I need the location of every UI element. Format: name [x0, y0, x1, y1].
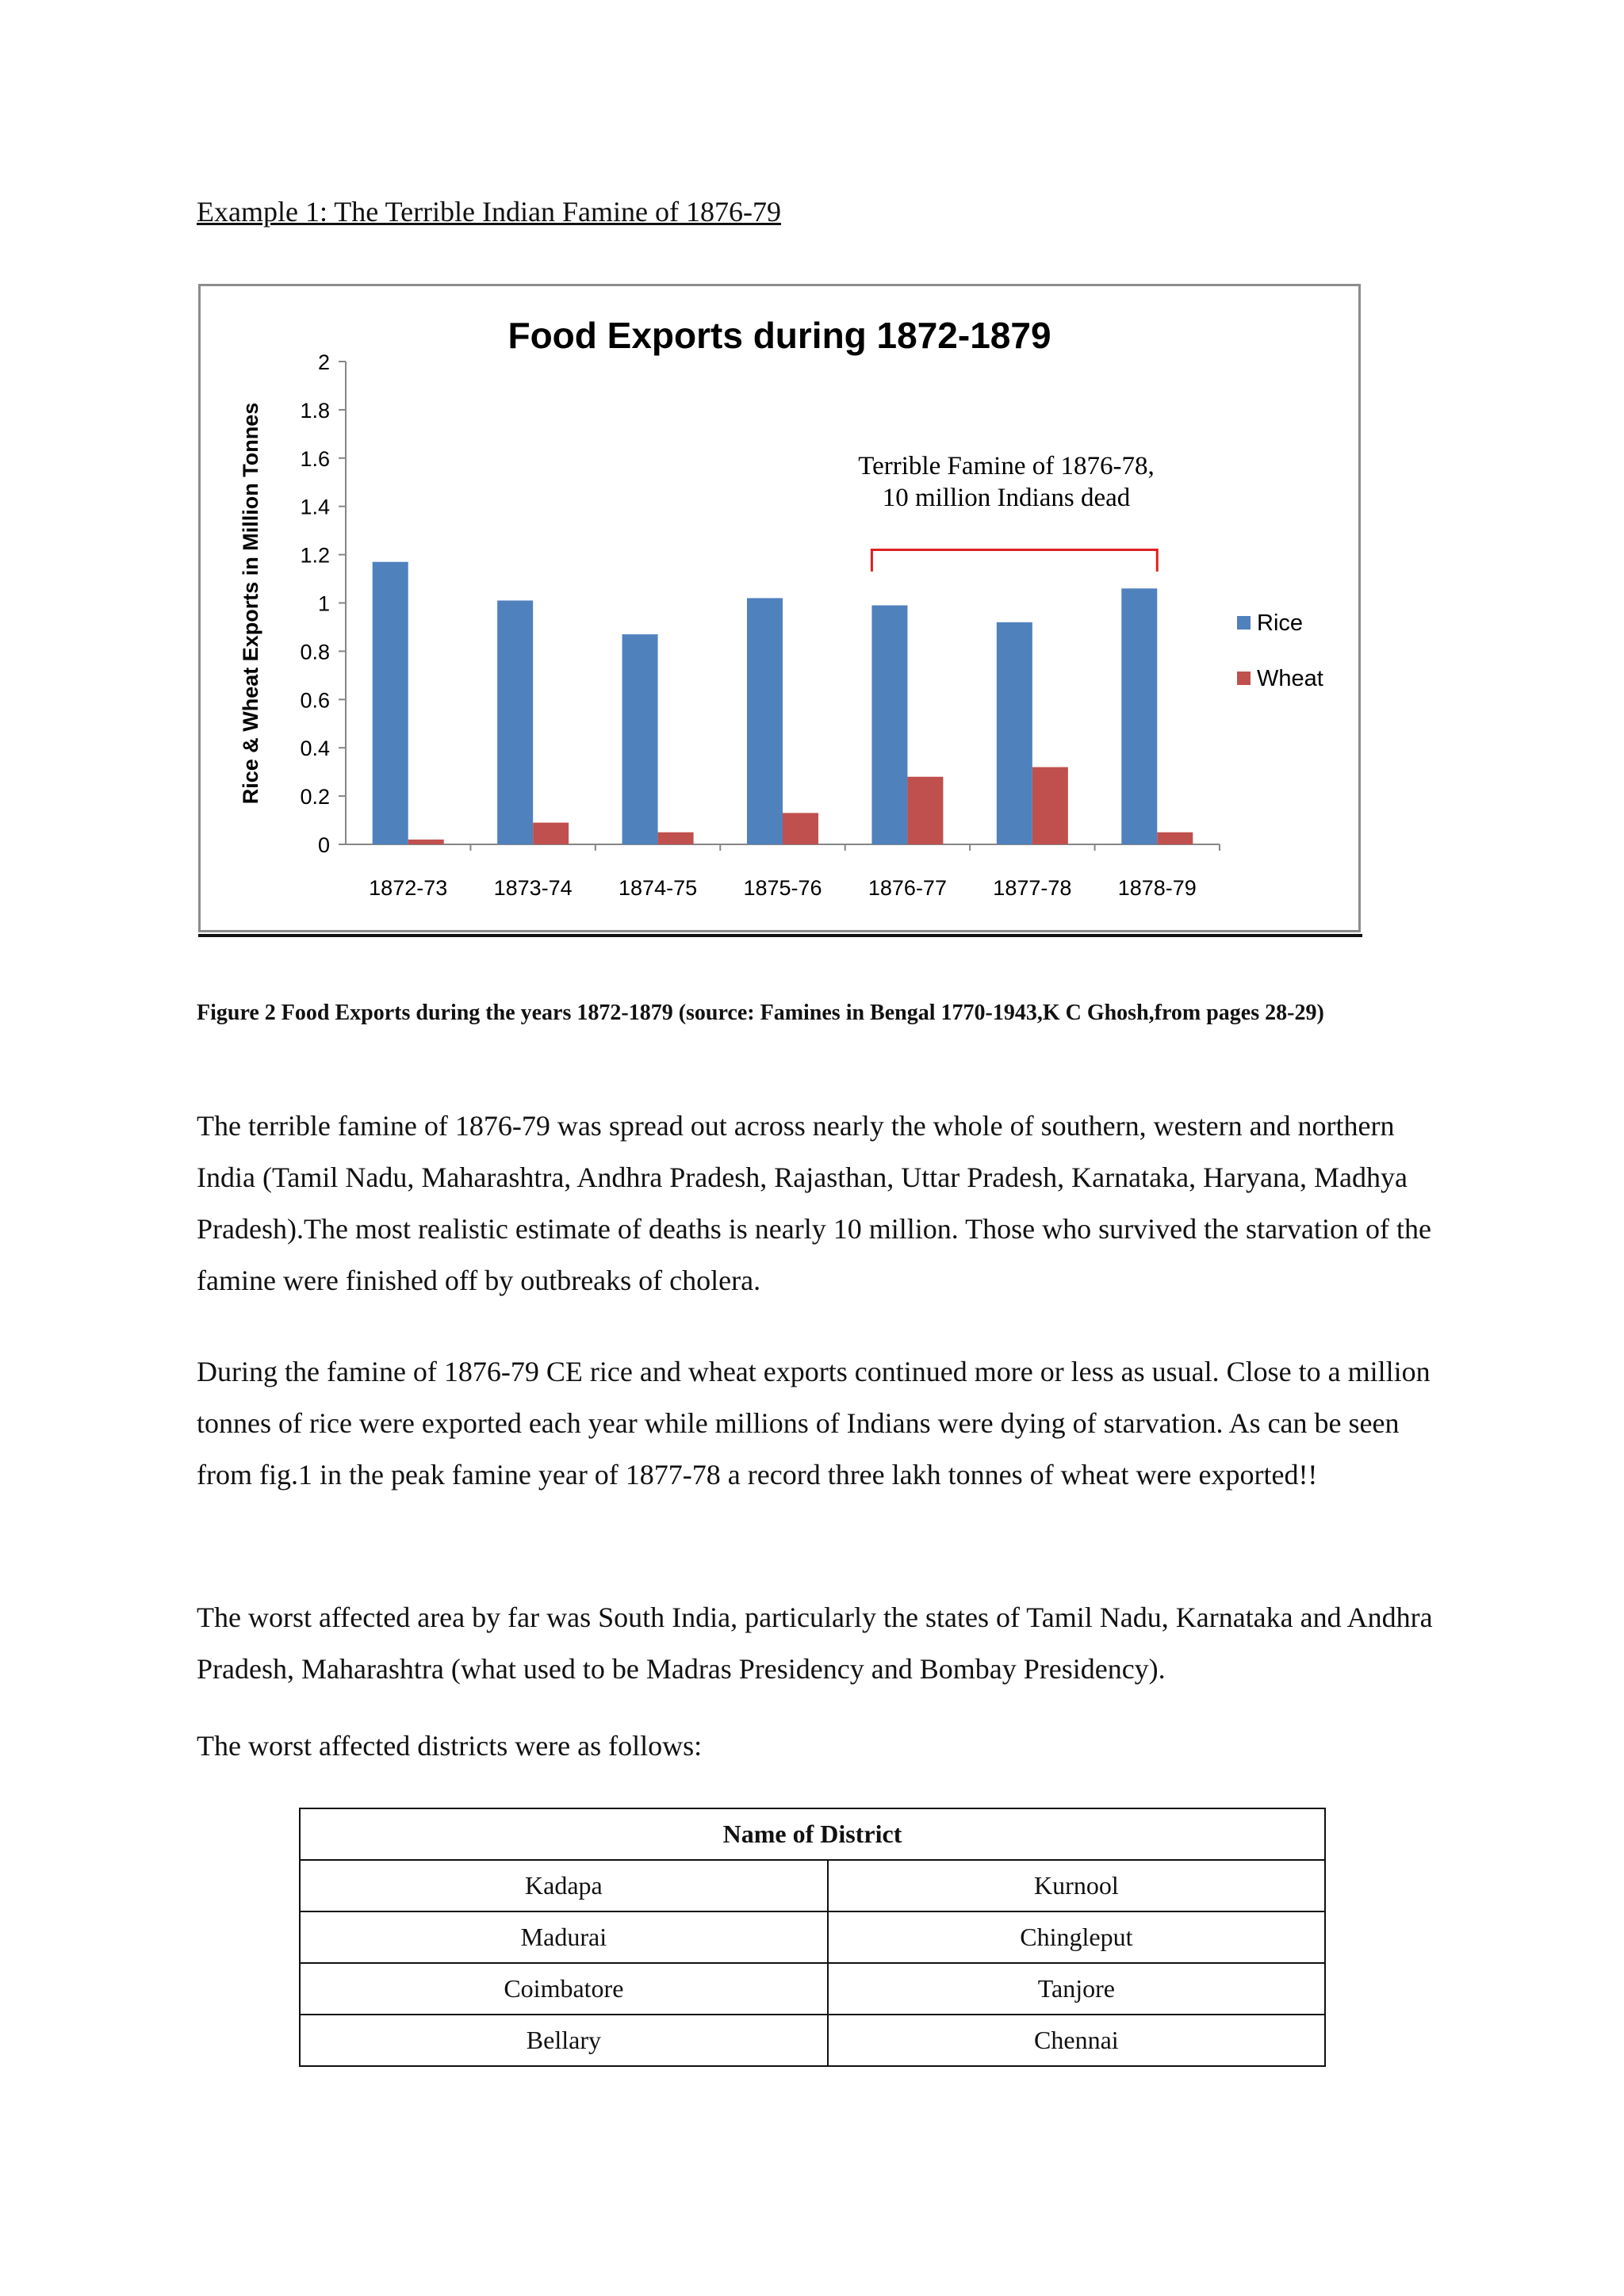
x-tick-label: 1874-75 — [619, 876, 698, 900]
table-row — [300, 1911, 1325, 1963]
table-cell: Kadapa — [300, 1860, 828, 1911]
table-header-row — [300, 1808, 1325, 1860]
table-row — [300, 1860, 1325, 1911]
y-tick-label: 1.6 — [300, 446, 330, 471]
bar-wheat — [1032, 767, 1068, 844]
x-tick-label: 1876-77 — [868, 876, 947, 900]
y-tick-label: 1.4 — [300, 495, 330, 519]
chart-frame — [198, 284, 1361, 932]
y-tick-label: 2 — [317, 350, 330, 374]
x-tick-label: 1872-73 — [369, 876, 448, 900]
bar-rice — [747, 598, 783, 844]
paragraph-famine-spread: The terrible famine of 1876-79 was spread out across nearly the whole of southern, western and northern India (Tamil Nadu, Maharashtra, Andhra Pradesh, Rajasthan, Uttar Pradesh, Karnataka, Haryana, Madhya Pradesh).The most realistic estimate of deaths is nearly 10 million. Those who survived the starvation of the famine were finished off by outbreaks of cholera. — [197, 1110, 1431, 1296]
y-tick-label: 0.2 — [300, 785, 330, 809]
y-tick-label: 1.2 — [300, 543, 330, 568]
bar-rice — [1121, 588, 1157, 844]
paragraph-south-india: The worst affected area by far was South India, particularly the states of Tamil Nadu, Karnataka and Andhra Pradesh, Maharashtra (what used to be Madras Presidency and Bombay Presidency). — [197, 1601, 1433, 1685]
annotation-line-1: Terrible Famine of 1876-78, — [858, 452, 1155, 480]
districts-table — [299, 1808, 1326, 2067]
chart-underline — [198, 934, 1362, 937]
y-tick-label: 0.4 — [300, 737, 330, 761]
table-header: Name of District — [300, 1808, 1325, 1860]
table-cell: Chingleput — [828, 1911, 1325, 1963]
bar-rice — [997, 622, 1032, 844]
y-axis-label: Rice & Wheat Exports in Million Tonnes — [239, 402, 262, 805]
famine-bracket — [871, 550, 1157, 572]
section-heading: Example 1: The Terrible Indian Famine of 1876-79 — [197, 196, 781, 228]
x-tick-label: 1877-78 — [993, 876, 1072, 900]
y-tick-label: 1 — [317, 591, 330, 616]
bar-rice — [871, 606, 907, 844]
y-tick-label: 0.6 — [300, 688, 330, 713]
bar-wheat — [907, 777, 943, 844]
food-exports-chart — [201, 286, 1358, 930]
x-tick-label: 1873-74 — [493, 876, 573, 900]
legend-swatch-rice — [1237, 616, 1251, 629]
y-tick-label: 1.8 — [300, 398, 330, 423]
y-tick-label: 0.8 — [300, 640, 330, 664]
legend-label-rice: Rice — [1257, 610, 1304, 636]
bar-rice — [622, 634, 658, 844]
legend-label-wheat: Wheat — [1257, 666, 1323, 691]
table-cell: Madurai — [300, 1911, 828, 1963]
bar-wheat — [408, 840, 444, 844]
paragraph-exports: During the famine of 1876-79 CE rice and wheat exports continued more or less as usual. Close to a million tonnes of rice were exported each year while millions of Indians were dying of starvation. As can be seen from fig.1 in the peak famine year of 1877-78 a record three lakh tonnes of wheat were exported!! — [197, 1356, 1431, 1490]
figure-caption: Figure 2 Food Exports during the years 1872-1879 (source: Famines in Bengal 1770-1943,K C Ghosh,from pages 28-29) — [197, 1001, 1324, 1025]
bar-rice — [373, 562, 408, 844]
table-row — [300, 1963, 1325, 2015]
bar-rice — [497, 600, 533, 844]
table-cell: Chennai — [828, 2015, 1325, 2066]
chart-title: Food Exports during 1872-1879 — [508, 315, 1051, 356]
table-cell: Tanjore — [828, 1963, 1325, 2015]
table-cell: Coimbatore — [300, 1963, 828, 2015]
bar-wheat — [783, 813, 818, 844]
x-tick-label: 1878-79 — [1117, 876, 1197, 900]
legend-swatch-wheat — [1237, 672, 1251, 685]
table-cell: Bellary — [300, 2015, 828, 2066]
bar-wheat — [1157, 832, 1193, 844]
bar-wheat — [533, 823, 569, 844]
y-tick-label: 0 — [317, 833, 330, 857]
x-tick-label: 1875-76 — [743, 876, 822, 900]
paragraph-districts-intro: The worst affected districts were as follows: — [197, 1730, 703, 1762]
bar-wheat — [658, 832, 694, 844]
table-row — [300, 2015, 1325, 2066]
annotation-line-2: 10 million Indians dead — [882, 484, 1131, 512]
table-cell: Kurnool — [828, 1860, 1325, 1911]
